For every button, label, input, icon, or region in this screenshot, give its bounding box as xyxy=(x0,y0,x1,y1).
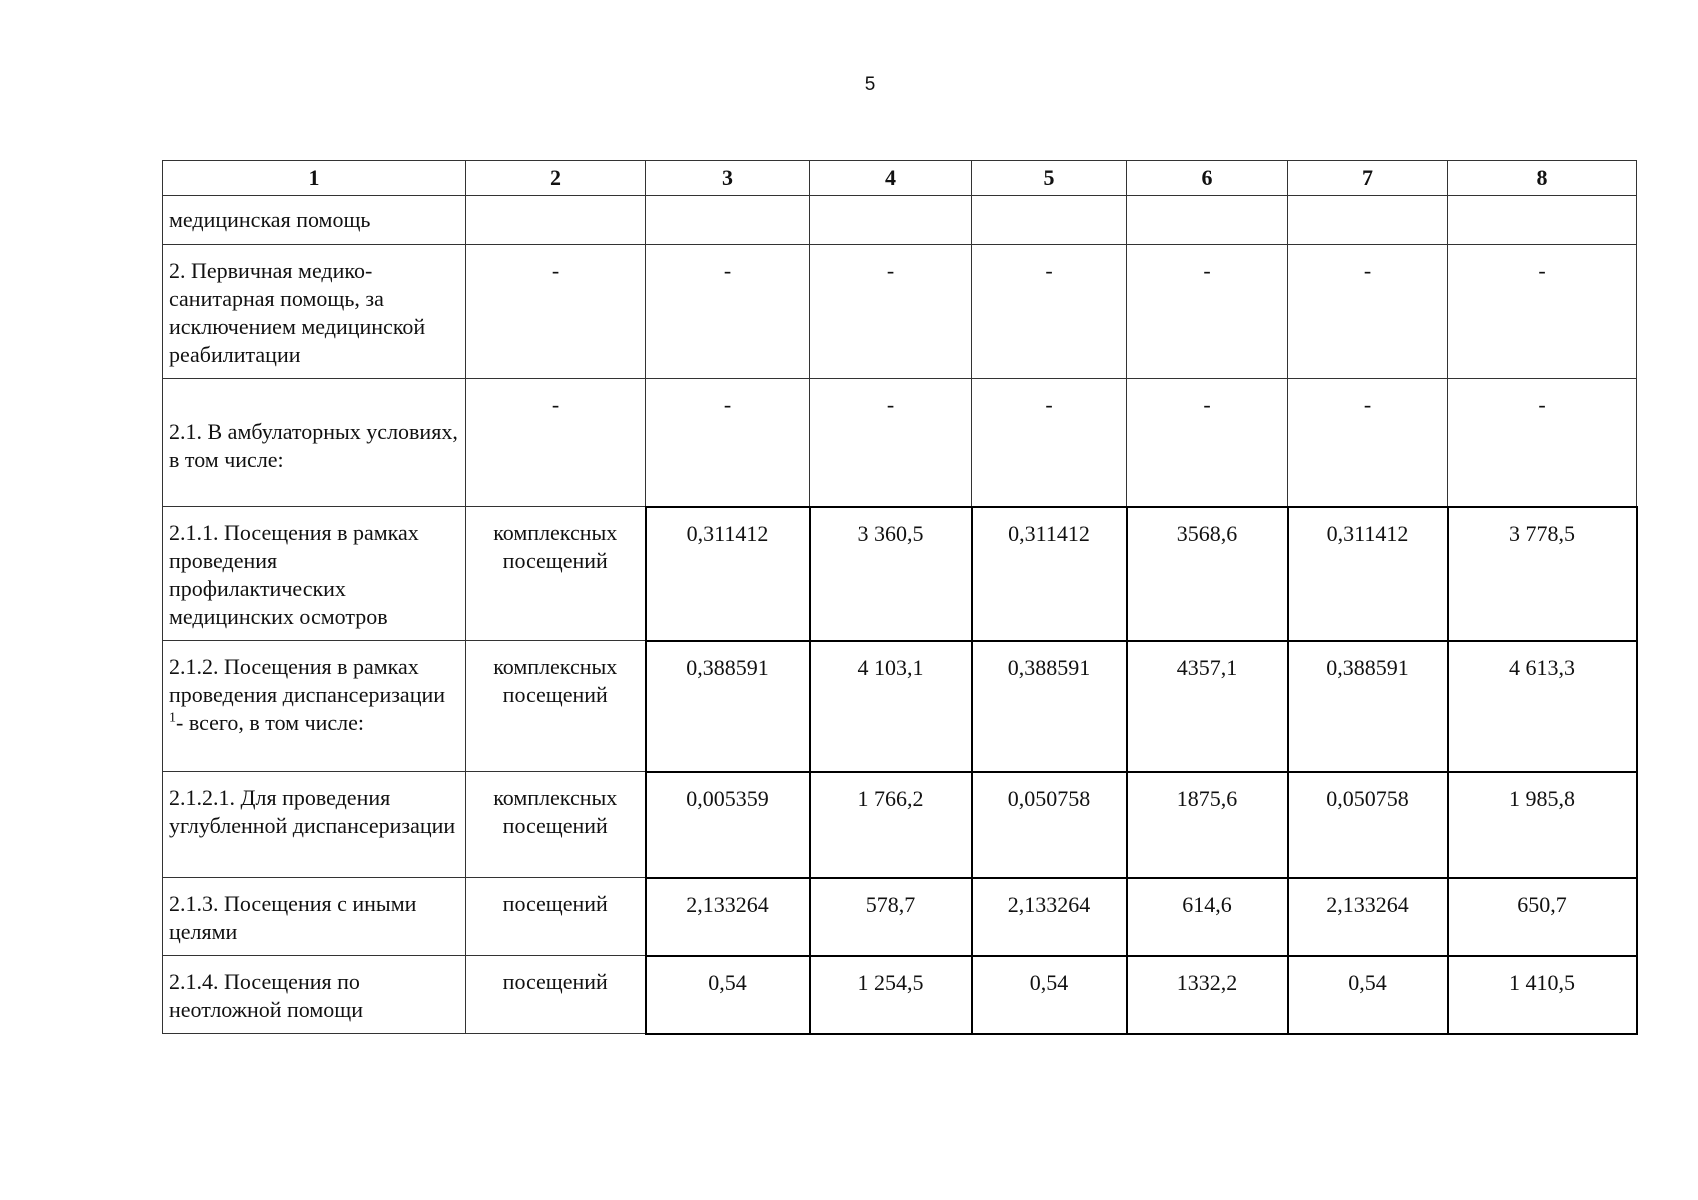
value-cell: - xyxy=(1288,379,1448,507)
value-cell: - xyxy=(810,245,972,379)
value-cell: - xyxy=(810,379,972,507)
value-cell: - xyxy=(972,379,1127,507)
value-cell: 0,388591 xyxy=(1288,641,1448,772)
value-cell: 1332,2 xyxy=(1127,956,1288,1034)
unit-cell xyxy=(466,196,646,245)
unit-cell: комплексных посещений xyxy=(466,641,646,772)
column-header: 8 xyxy=(1448,161,1637,196)
header-row xyxy=(163,161,1637,196)
table-row xyxy=(163,245,1637,379)
table-row xyxy=(163,379,1637,507)
row-name-cell: 2. Первичная медико-санитарная помощь, за исключением медицинской реабилитации xyxy=(163,245,466,379)
value-cell xyxy=(1127,196,1288,245)
value-cell: 1 766,2 xyxy=(810,772,972,878)
value-cell: - xyxy=(1288,245,1448,379)
unit-cell: - xyxy=(466,379,646,507)
value-cell: - xyxy=(646,379,810,507)
value-cell: 650,7 xyxy=(1448,878,1637,956)
value-cell: - xyxy=(1127,379,1288,507)
value-cell xyxy=(810,196,972,245)
row-name-cell: 2.1.2.1. Для проведения углубленной диспансеризации xyxy=(163,772,466,878)
value-cell: 2,133264 xyxy=(972,878,1127,956)
column-header: 6 xyxy=(1127,161,1288,196)
row-name-cell: 2.1.3. Посещения с иными целями xyxy=(163,878,466,956)
value-cell: - xyxy=(646,245,810,379)
row-name-cell: 2.1.4. Посещения по неотложной помощи xyxy=(163,956,466,1034)
value-cell: 0,050758 xyxy=(972,772,1127,878)
table-row xyxy=(163,641,1637,772)
value-cell: 0,311412 xyxy=(1288,507,1448,641)
column-header: 7 xyxy=(1288,161,1448,196)
value-cell: 3 778,5 xyxy=(1448,507,1637,641)
value-cell: - xyxy=(1448,379,1637,507)
value-cell: 0,005359 xyxy=(646,772,810,878)
table-row xyxy=(163,507,1637,641)
value-cell: 0,388591 xyxy=(972,641,1127,772)
table-row xyxy=(163,772,1637,878)
column-header: 4 xyxy=(810,161,972,196)
value-cell xyxy=(1448,196,1637,245)
value-cell: 4 103,1 xyxy=(810,641,972,772)
value-cell: 3568,6 xyxy=(1127,507,1288,641)
unit-cell: комплексных посещений xyxy=(466,507,646,641)
row-name-cell: медицинская помощь xyxy=(163,196,466,245)
row-name-cell: 2.1.1. Посещения в рамках проведения профилактических медицинских осмотров xyxy=(163,507,466,641)
value-cell xyxy=(646,196,810,245)
unit-cell: - xyxy=(466,245,646,379)
unit-cell: комплексных посещений xyxy=(466,772,646,878)
value-cell: 4357,1 xyxy=(1127,641,1288,772)
column-header: 3 xyxy=(646,161,810,196)
value-cell: 1 985,8 xyxy=(1448,772,1637,878)
value-cell: - xyxy=(972,245,1127,379)
value-cell xyxy=(972,196,1127,245)
unit-cell: посещений xyxy=(466,878,646,956)
data-table xyxy=(162,160,1638,1035)
table-row xyxy=(163,878,1637,956)
value-cell: 3 360,5 xyxy=(810,507,972,641)
value-cell: 578,7 xyxy=(810,878,972,956)
value-cell: - xyxy=(1127,245,1288,379)
value-cell: 0,311412 xyxy=(972,507,1127,641)
row-name-text: 2.1.2. Посещения в рамках проведения диспансеризации xyxy=(169,654,446,707)
column-header: 2 xyxy=(466,161,646,196)
value-cell: 1875,6 xyxy=(1127,772,1288,878)
table-row xyxy=(163,196,1637,245)
value-cell: 0,54 xyxy=(1288,956,1448,1034)
value-cell: 0,050758 xyxy=(1288,772,1448,878)
column-header: 5 xyxy=(972,161,1127,196)
table-row xyxy=(163,956,1637,1034)
value-cell: 2,133264 xyxy=(1288,878,1448,956)
value-cell: 1 254,5 xyxy=(810,956,972,1034)
value-cell: 4 613,3 xyxy=(1448,641,1637,772)
row-name-cell: 2.1. В амбулаторных условиях, в том числе: xyxy=(163,379,466,507)
value-cell: 0,311412 xyxy=(646,507,810,641)
value-cell: 1 410,5 xyxy=(1448,956,1637,1034)
value-cell: 0,54 xyxy=(972,956,1127,1034)
row-name-cell xyxy=(163,641,466,772)
column-header: 1 xyxy=(163,161,466,196)
value-cell: 614,6 xyxy=(1127,878,1288,956)
value-cell: 0,54 xyxy=(646,956,810,1034)
value-cell: - xyxy=(1448,245,1637,379)
row-name-text: - всего, в том числе: xyxy=(176,710,365,735)
value-cell xyxy=(1288,196,1448,245)
value-cell: 0,388591 xyxy=(646,641,810,772)
page-number: 5 xyxy=(864,74,876,95)
unit-cell: посещений xyxy=(466,956,646,1034)
footnote-marker: 1 xyxy=(169,710,176,726)
value-cell: 2,133264 xyxy=(646,878,810,956)
